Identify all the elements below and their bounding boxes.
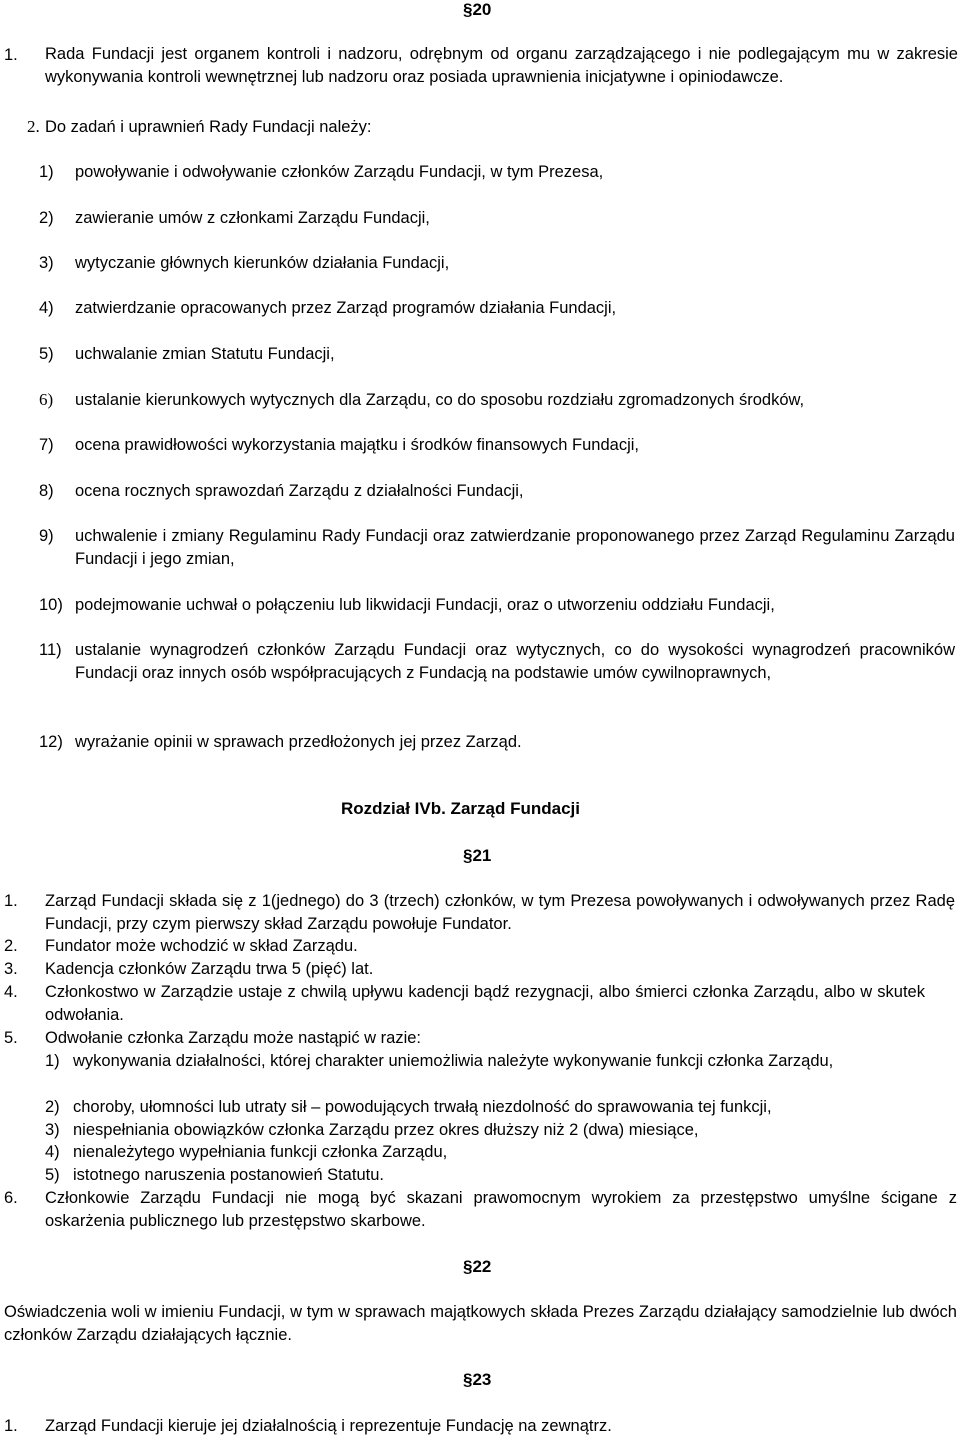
list-item: ocena prawidłowości wykorzystania majątku i środków finansowych Fundacji,: [75, 436, 639, 454]
paragraph-text: Odwołanie członka Zarządu może nastąpić w razie:: [45, 1029, 422, 1047]
paragraph-text: Do zadań i uprawnień Rady Fundacji należy:: [45, 118, 372, 136]
list-item-number: 9): [39, 527, 54, 545]
list-item: podejmowanie uchwał o połączeniu lub likwidacji Fundacji, oraz o utworzeniu oddziału Fundacji,: [75, 596, 775, 614]
paragraph-text: Zarząd Fundacji kieruje jej działalnością i reprezentuje Fundację na zewnątrz.: [45, 1417, 612, 1435]
list-item: niespełniania obowiązków członka Zarządu przez okres dłuższy niż 2 (dwa) miesiące,: [73, 1121, 699, 1139]
list-item-number: 1): [45, 1052, 60, 1070]
paragraph-text: Kadencja członków Zarządu trwa 5 (pięć) lat.: [45, 960, 374, 978]
list-item-number: 5): [39, 345, 54, 363]
list-item-number: 11): [39, 641, 62, 659]
list-item: ustalanie wynagrodzeń członków Zarządu Fundacji oraz wytycznych, co do wysokości wynagrodzeń pracowników Fundacji oraz innych osób współpracujących z Fundacją na podstawie umów cywilnoprawnych,: [75, 641, 955, 682]
list-item-number: 7): [39, 436, 54, 454]
list-item-number: 2): [39, 209, 54, 227]
paragraph-number: 1.: [4, 46, 18, 64]
list-item-number: 3): [45, 1121, 60, 1139]
list-item-number: 4): [39, 299, 54, 317]
section-heading-20: §20: [463, 0, 492, 19]
paragraph-number: 3.: [4, 960, 18, 978]
list-item: istotnego naruszenia postanowień Statutu.: [73, 1166, 384, 1184]
list-item-number: 2): [45, 1098, 60, 1116]
paragraph-text: Oświadczenia woli w imieniu Fundacji, w tym w sprawach majątkowych składa Prezes Zarządu działający samodzielnie lub dwóch członków Zarządu działających łącznie.: [4, 1303, 957, 1344]
list-item: wykonywania działalności, której charakter uniemożliwia należyte wykonywanie funkcji członka Zarządu,: [73, 1052, 834, 1070]
paragraph-text: Rada Fundacji jest organem kontroli i nadzoru, odrębnym od organu zarządzającego i nie podlegającym mu w zakresie wykonywania kontroli wewnętrznej lub nadzoru oraz posiada uprawnienia inicjatywne i opiniodawcze.: [45, 45, 958, 86]
chapter-title: Rozdział IVb. Zarząd Fundacji: [341, 799, 580, 818]
list-item-number: 4): [45, 1143, 60, 1161]
list-item-number: 5): [45, 1166, 60, 1184]
list-item-number: 1): [39, 163, 54, 181]
paragraph-text: Członkowie Zarządu Fundacji nie mogą być skazani prawomocnym wyrokiem za przestępstwo umyślne ścigane z oskarżenia publicznego lub przestępstwo skarbowe.: [45, 1189, 957, 1230]
list-item-number: 10): [39, 596, 63, 614]
list-item: powoływanie i odwoływanie członków Zarządu Fundacji, w tym Prezesa,: [75, 163, 604, 181]
list-item: wyrażanie opinii w sprawach przedłożonych jej przez Zarząd.: [75, 733, 522, 751]
paragraph-number: 6.: [4, 1189, 18, 1207]
list-item-number: 6): [39, 390, 54, 409]
paragraph-text: Członkostwo w Zarządzie ustaje z chwilą upływu kadencji bądź rezygnacji, albo śmierci członka Zarządu, albo w skutek odwołania.: [45, 983, 925, 1024]
paragraph-text: Zarząd Fundacji składa się z 1(jednego) do 3 (trzech) członków, w tym Prezesa powoływanych i odwoływanych przez Radę Fundacji, przy czym pierwszy skład Zarządu powołuje Fundator.: [45, 892, 955, 933]
paragraph-number: 4.: [4, 983, 18, 1001]
paragraph-text: Fundator może wchodzić w skład Zarządu.: [45, 937, 358, 955]
list-item: uchwalenie i zmiany Regulaminu Rady Fundacji oraz zatwierdzanie proponowanego przez Zarząd Regulaminu Zarządu Fundacji i jego zmian,: [75, 527, 955, 568]
list-item: zatwierdzanie opracowanych przez Zarząd programów działania Fundacji,: [75, 299, 617, 317]
section-heading-22: §22: [463, 1257, 492, 1276]
list-item: ustalanie kierunkowych wytycznych dla Zarządu, co do sposobu rozdziału zgromadzonych środków,: [75, 391, 805, 409]
section-heading-21: §21: [463, 846, 492, 865]
list-item: ocena rocznych sprawozdań Zarządu z działalności Fundacji,: [75, 482, 524, 500]
paragraph-number: 1.: [4, 1417, 18, 1435]
list-item-number: 8): [39, 482, 54, 500]
paragraph-number: 2.: [27, 117, 40, 136]
list-item: choroby, ułomności lub utraty sił – powodujących trwałą niezdolność do sprawowania tej funkcji,: [73, 1098, 772, 1116]
list-item: wytyczanie głównych kierunków działania Fundacji,: [75, 254, 450, 272]
paragraph-number: 5.: [4, 1029, 18, 1047]
list-item-number: 3): [39, 254, 54, 272]
paragraph-number: 1.: [4, 892, 18, 910]
list-item: uchwalanie zmian Statutu Fundacji,: [75, 345, 335, 363]
list-item: zawieranie umów z członkami Zarządu Fundacji,: [75, 209, 430, 227]
paragraph-number: 2.: [4, 937, 18, 955]
list-item: nienależytego wypełniania funkcji członka Zarządu,: [73, 1143, 448, 1161]
list-item-number: 12): [39, 733, 63, 751]
section-heading-23: §23: [463, 1370, 492, 1389]
